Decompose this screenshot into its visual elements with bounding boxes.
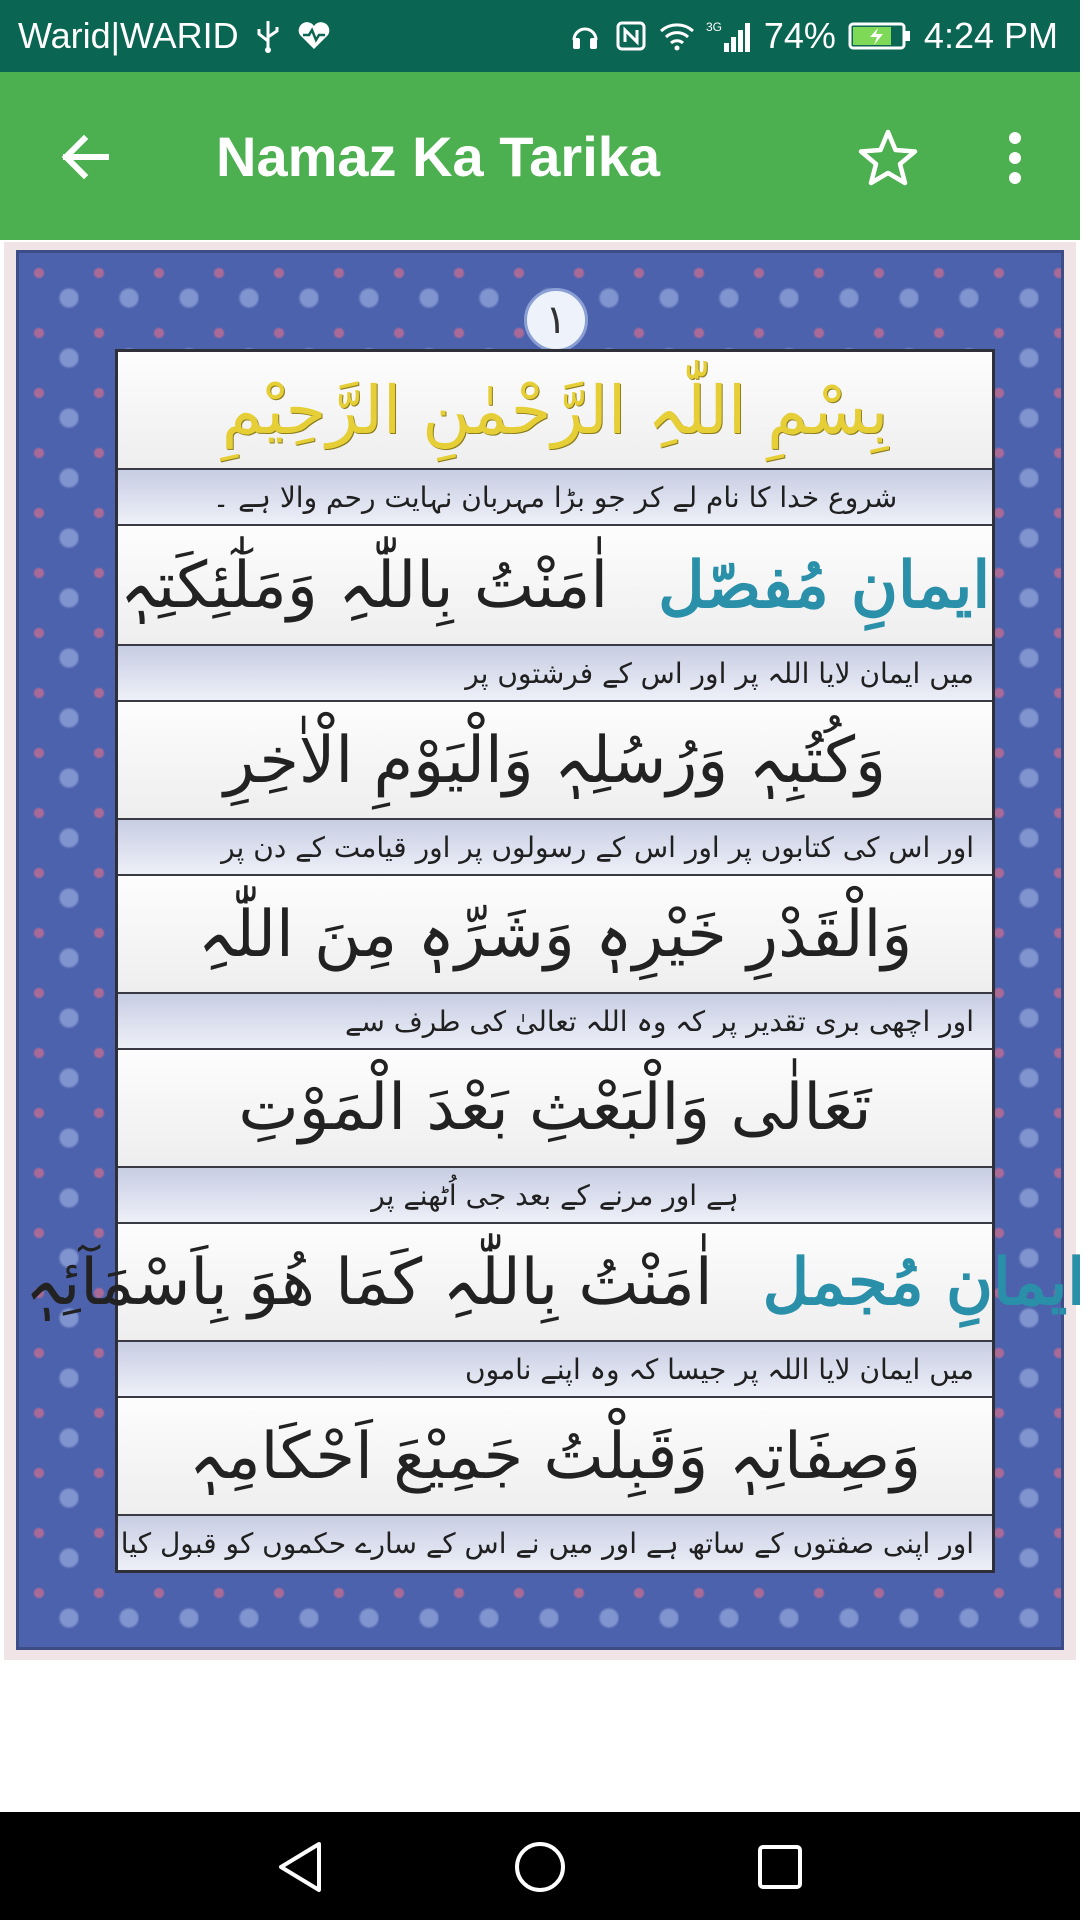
battery-charging-icon	[848, 21, 912, 51]
status-left	[18, 15, 331, 57]
urdu-translation: شروع خدا کا نام لے کر جو بڑا مہربان نہایت رحم والا ہے ۔	[212, 480, 898, 514]
wifi-icon	[660, 19, 694, 53]
arabic-text: تَعَالٰی وَالْبَعْثِ بَعْدَ الْمَوْتِ	[238, 1071, 872, 1145]
urdu-translation: ہے اور مرنے کے بعد جی اُٹھنے پر	[371, 1178, 739, 1212]
bismillah-text: بِسْمِ اللّٰہِ الرَّحْمٰنِ الرَّحِيْمِ	[221, 371, 889, 449]
text-row-arabic	[118, 1398, 992, 1516]
decorative-frame	[16, 250, 1085, 1650]
status-bar	[0, 0, 1080, 72]
back-button[interactable]	[50, 122, 120, 192]
battery-percent: 74%	[763, 15, 836, 56]
content-area[interactable]	[0, 240, 1085, 1812]
signal-3g-icon	[706, 19, 752, 53]
navigation-bar	[0, 1812, 1080, 1920]
arabic-text: اٰمَنْتُ بِاللّٰہِ وَمَلٰٓئِکَتِہٖ	[119, 548, 609, 623]
urdu-translation: اور اپنی صفتوں کے ساتھ ہے اور میں نے اس کے سارے حکموں کو قبول کیا	[120, 1526, 974, 1560]
nav-back-button[interactable]	[265, 1832, 335, 1902]
app-bar	[0, 72, 1080, 240]
text-row-arabic	[118, 702, 992, 820]
arabic-text: وَصِفَاتِہٖ وَقَبِلْتُ جَمِيْعَ اَحْكَامِہٖ	[188, 1419, 922, 1494]
text-row-urdu	[118, 820, 992, 876]
text-row-urdu	[118, 994, 992, 1050]
nav-home-button[interactable]	[505, 1832, 575, 1902]
urdu-translation: میں ایمان لایا اللہ پر جیسا کہ وہ اپنے ناموں	[465, 1352, 974, 1386]
star-outline-icon	[857, 128, 919, 188]
arabic-text: وَالْقَدْرِ خَيْرِہٖ وَشَرِّہٖ مِنَ اللّٰہِ	[197, 897, 913, 972]
usb-icon	[251, 19, 285, 53]
favorite-button[interactable]	[850, 120, 926, 196]
home-circle-icon	[512, 1839, 568, 1895]
status-right	[568, 15, 1058, 57]
page-number: ١	[524, 288, 588, 352]
text-row-urdu	[118, 1168, 992, 1224]
text-row-arabic	[118, 352, 992, 470]
urdu-translation: میں ایمان لایا اللہ پر اور اس کے فرشتوں پر	[465, 656, 974, 690]
text-row-arabic	[118, 876, 992, 994]
text-row-urdu	[118, 646, 992, 702]
health-heart-icon	[297, 19, 331, 53]
recents-square-icon	[755, 1842, 805, 1892]
arabic-text: اٰمَنْتُ بِاللّٰہِ كَمَا هُوَ بِاَسْمَآئِہٖ	[24, 1245, 713, 1320]
headphones-icon	[568, 19, 602, 53]
back-triangle-icon	[275, 1840, 325, 1894]
iman-mujmal-heading: ایمانِ مُجمل	[762, 1244, 1085, 1320]
text-row-urdu	[118, 1516, 992, 1570]
text-row-arabic	[24, 1224, 1085, 1342]
nav-recents-button[interactable]	[745, 1832, 815, 1902]
more-vertical-icon	[1007, 131, 1023, 185]
clock-time: 4:24 PM	[923, 15, 1058, 56]
iman-mufassal-heading: ایمانِ مُفصّل	[658, 547, 991, 623]
arrow-left-icon	[60, 135, 110, 179]
urdu-translation: اور اس کی کتابوں پر اور اس کے رسولوں پر اور قیامت کے دن پر	[221, 830, 974, 864]
text-panel	[24, 349, 1085, 1573]
app-title: Namaz Ka Tarika	[216, 125, 661, 188]
svg-text:3G: 3G	[705, 20, 722, 34]
nfc-icon	[614, 19, 648, 53]
carrier-name: Warid|WARID	[18, 15, 239, 56]
text-row-arabic	[118, 1050, 992, 1168]
arabic-text: وَکُتُبِہٖ وَرُسُلِہٖ وَالْيَوْمِ الْاٰخِرِ	[224, 723, 886, 798]
namaz-page-image	[4, 242, 1085, 1660]
urdu-translation: اور اچھی بری تقدیر پر کہ وہ اللہ تعالیٰ کی طرف سے	[344, 1004, 974, 1038]
text-row-urdu	[118, 1342, 992, 1398]
text-row-arabic	[118, 526, 992, 646]
more-options-button[interactable]	[985, 120, 1045, 196]
text-row-urdu	[118, 470, 992, 526]
